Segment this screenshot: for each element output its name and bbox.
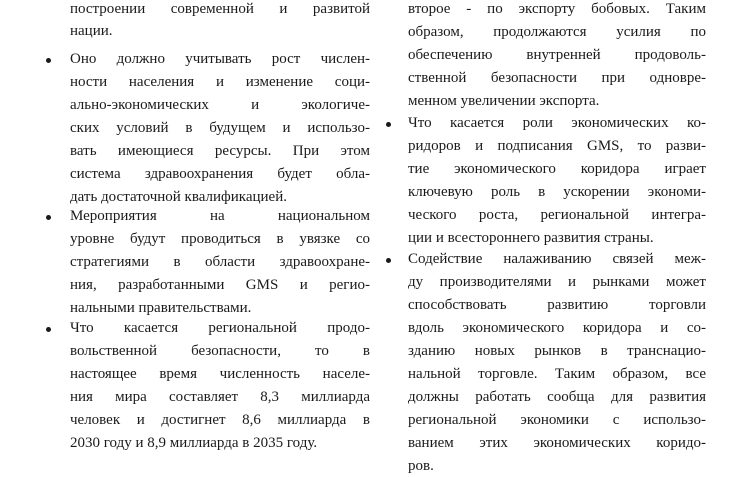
paragraph-line: ключевую роль в ускорении экономи- [408, 184, 706, 200]
paragraph-line: региональной экономики с использо- [408, 412, 706, 428]
paragraph-line: ния, разработанными GMS и регио- [70, 277, 370, 293]
paragraph-line: ридоров и подписания GMS, то разви- [408, 138, 706, 154]
paragraph-line: уровне будут проводиться в увязке со [70, 231, 370, 247]
bullet-dot [46, 58, 51, 63]
paragraph-line: Что касается региональной продо- [70, 320, 370, 336]
paragraph-line: должны работать сообща для развития [408, 389, 706, 405]
paragraph-line: менном увеличении экспорта. [408, 93, 600, 109]
paragraph-line: образом, продолжаются усилия по [408, 24, 706, 40]
paragraph-line: ских условий в будущем и использо- [70, 120, 370, 136]
paragraph-line: нальными правительствами. [70, 300, 252, 316]
paragraph-line: ственной безопасности при одновре- [408, 70, 706, 86]
paragraph-line: настоящее время численность населе- [70, 366, 370, 382]
paragraph-line: ции и всестороннего развития страны. [408, 230, 654, 246]
paragraph-line: ально-экономических и экологиче- [70, 97, 370, 113]
paragraph-line: способствовать развитию торговли [408, 297, 706, 313]
bullet-dot [46, 215, 51, 220]
paragraph-line: человек и достигнет 8,6 миллиарда в [70, 412, 370, 428]
paragraph-line: нации. [70, 23, 113, 39]
paragraph-line: вдоль экономического коридора и со- [408, 320, 706, 336]
paragraph-line: тие экономического коридора играет [408, 161, 706, 177]
paragraph-line: построении современной и развитой [70, 1, 370, 17]
bullet-dot [386, 122, 391, 127]
paragraph-line: вольственной безопасности, то в [70, 343, 370, 359]
paragraph-line: 2030 году и 8,9 миллиарда в 2035 году. [70, 435, 318, 451]
paragraph-line: обеспечению внутренней продоволь- [408, 47, 706, 63]
paragraph-line: ванием этих экономических коридо- [408, 435, 706, 451]
paragraph-line: вать имеющиеся ресурсы. При этом [70, 143, 370, 159]
bullet-dot [46, 327, 51, 332]
paragraph-line: ческого роста, региональной интегра- [408, 207, 706, 223]
paragraph-line: ду производителями и рынками может [408, 274, 706, 290]
paragraph-line: ров. [408, 458, 434, 474]
paragraph-line: система здравоохранения будет обла- [70, 166, 370, 182]
paragraph-line: стратегиями в области здравоохране- [70, 254, 370, 270]
paragraph-line: дать достаточной квалификацией. [70, 189, 287, 205]
paragraph-line: Оно должно учитывать рост числен- [70, 51, 370, 67]
paragraph-line: Что касается роли экономических ко- [408, 115, 706, 131]
paragraph-line: ния мира составляет 8,3 миллиарда [70, 389, 370, 405]
bullet-dot [386, 258, 391, 263]
paragraph-line: Содействие налаживанию связей меж- [408, 251, 706, 267]
paragraph-line: зданию новых рынков в транснацио- [408, 343, 706, 359]
paragraph-line: второе - по экспорту бобовых. Таким [408, 1, 706, 17]
paragraph-line: Мероприятия на национальном [70, 208, 370, 224]
paragraph-line: ности населения и изменение соци- [70, 74, 370, 90]
paragraph-line: нальной торговле. Таким образом, все [408, 366, 706, 382]
